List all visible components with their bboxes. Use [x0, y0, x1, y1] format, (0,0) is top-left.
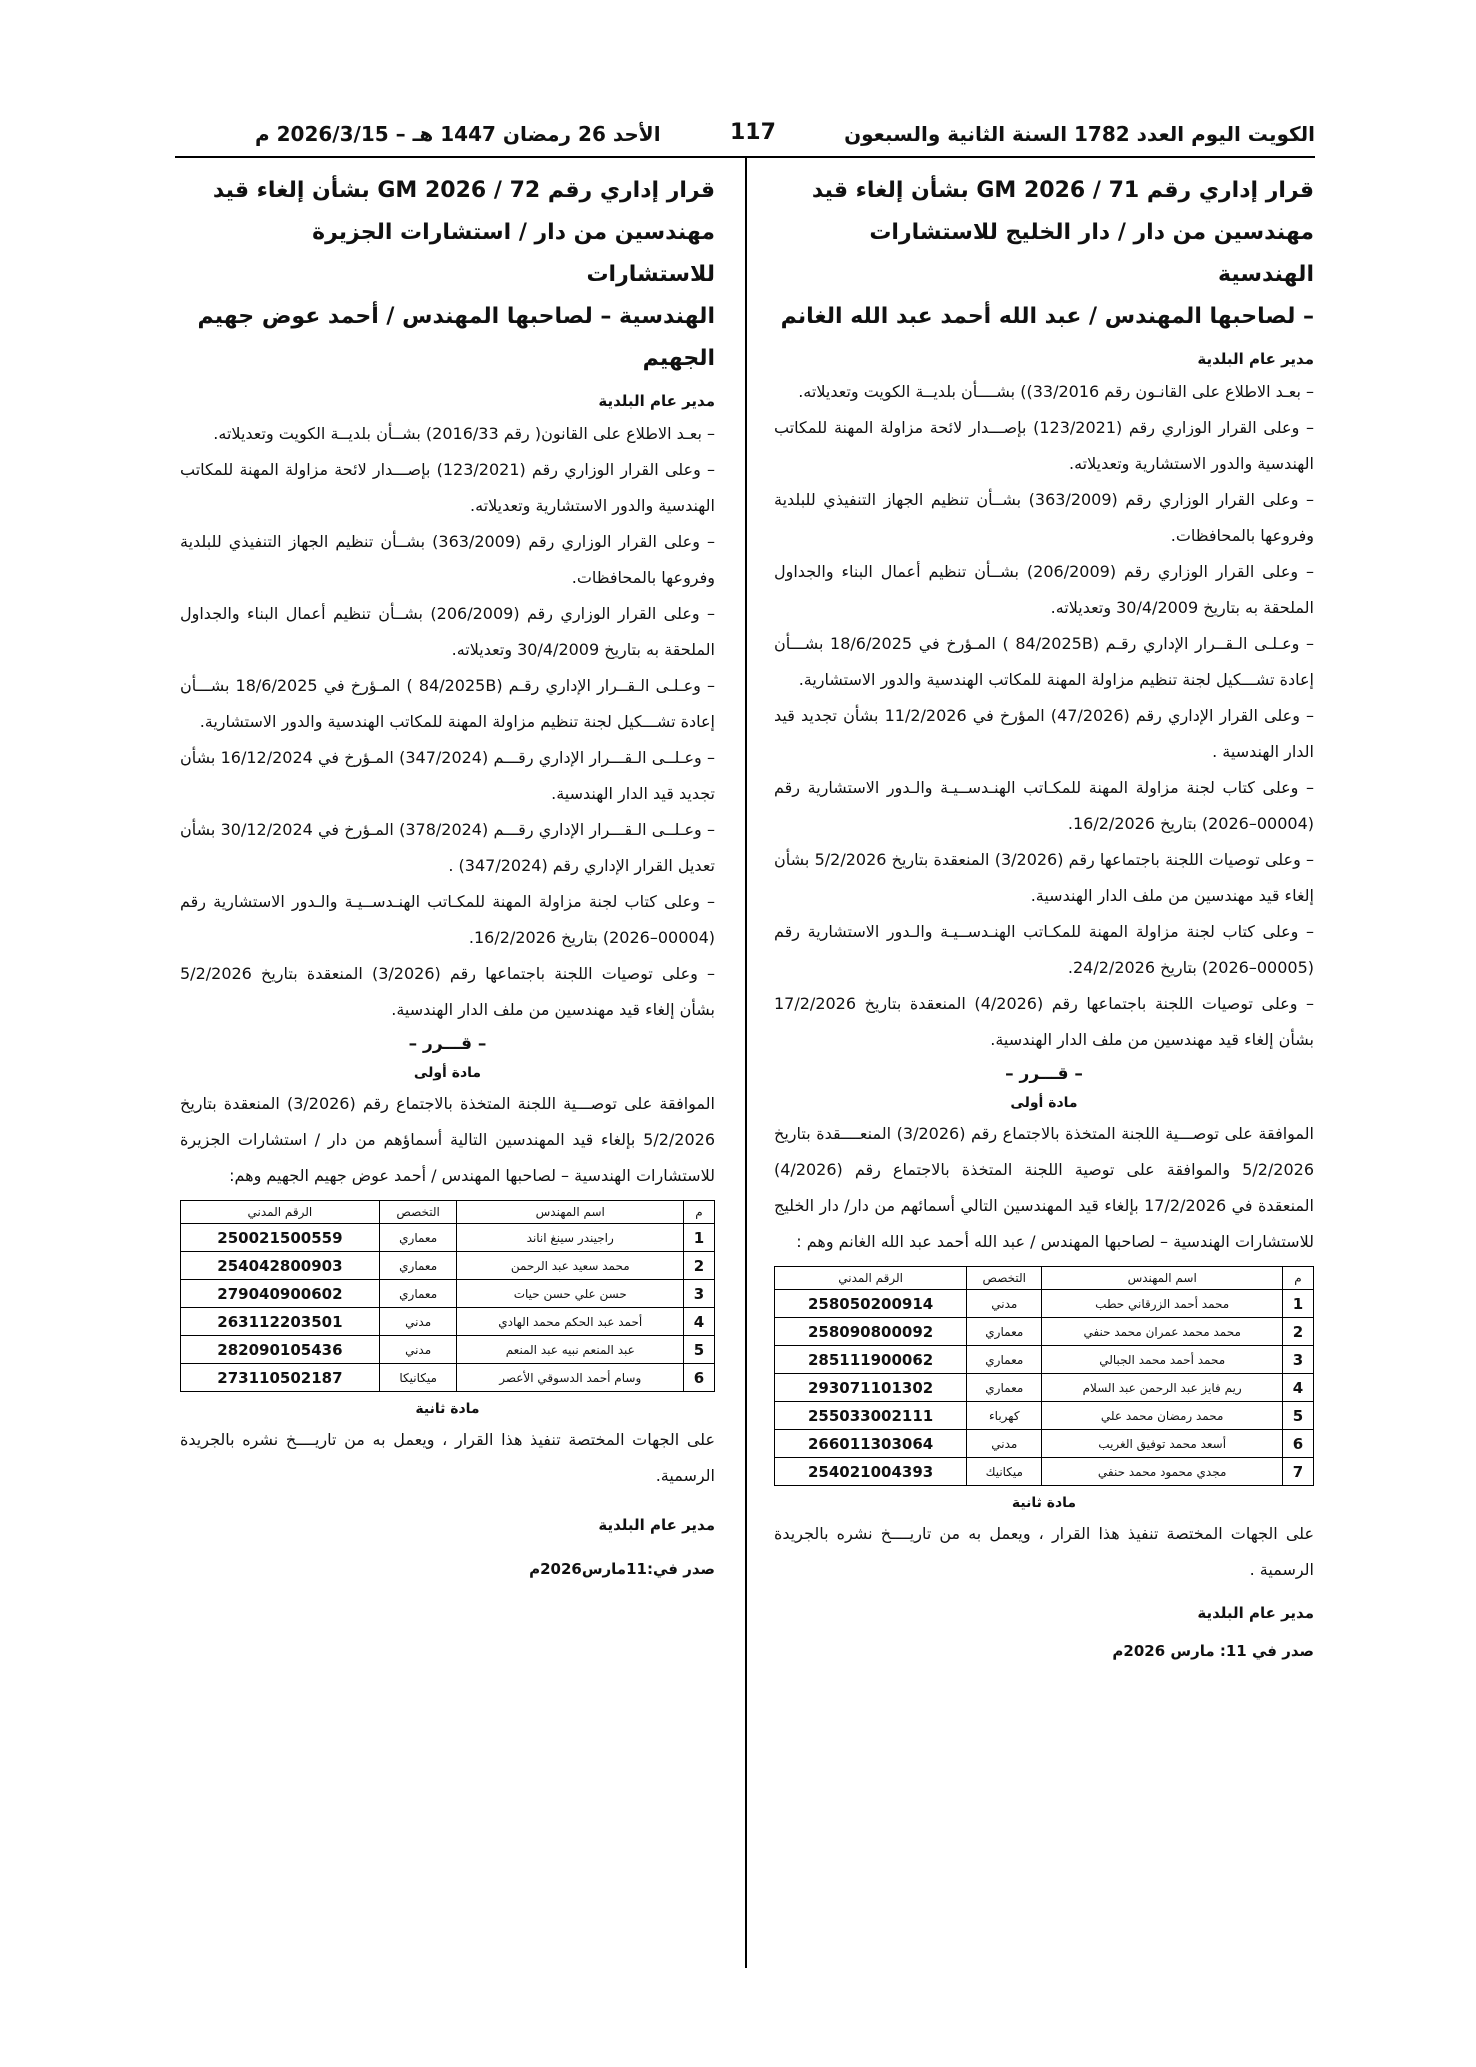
preamble-clause: – وعلى القرار الوزاري رقم (206/2009) بشــأن تنظيم أعمال البناء والجداول الملحقة به بتاريخ 30/4/2009 وتعديلاته. [180, 604, 716, 659]
preamble-clause: – وعـلــى الـقـــرار الإداري رقـــم (378/2024) المـؤرخ في 30/12/2024 بشأن تعديل القرار الإداري رقم (347/2024) . [180, 820, 716, 875]
article-1-title: مادة أولى [1010, 1095, 1078, 1111]
col-header: اسم المهندس [1042, 1267, 1283, 1290]
decides-heading: – قـــرر – [408, 1034, 487, 1054]
issue-date: الأحد 26 رمضان 1447 هـ – 2026/3/15 م [255, 122, 661, 146]
table-row [775, 1290, 1314, 1318]
row-number: 6 [684, 1364, 715, 1392]
title-line: قرار إداري رقم 72 / GM 2026 بشأن إلغاء قيد [212, 178, 715, 203]
engineer-name: محمد رمضان محمد علي [1042, 1402, 1283, 1430]
table-row [181, 1336, 715, 1364]
preamble-clause: – وعلى القرار الإداري رقم (47/2026) المؤرخ في 11/2/2026 بشأن تجديد قيد الدار الهندسية . [774, 706, 1315, 761]
civil-id: 250021500559 [181, 1224, 380, 1252]
title-line: الهندسية – لصاحبها المهندس / أحمد عوض جهيم الجهيم [197, 304, 715, 371]
row-number: 5 [1283, 1402, 1314, 1430]
decision-title [180, 170, 715, 380]
preamble-clause: – بعـد الاطلاع على القانون( رقم 2016/33) بشــأن بلديــة الكويت وتعديلاته. [213, 424, 715, 443]
civil-id: 273110502187 [181, 1364, 380, 1392]
table-row [181, 1224, 715, 1252]
col-header: م [1283, 1267, 1314, 1290]
article-1-text: الموافقة على توصـــية اللجنة المتخذة بالاجتماع رقم (3/2026) المنعــــقدة بتاريخ 5/2/2026 والموافقة على توصية اللجنة المتخذة بالاجتماع رقم (4/2026) المنعقدة في 17/2/2026 بإلغاء قيد المهندسين التالي أسمائهم من دار/ دار الخليج للاستشارات الهندسية – لصاحبها المهندس / عبد الله أحمد عبد الله الغانم وهم : [774, 1124, 1315, 1251]
row-number: 4 [1283, 1374, 1314, 1402]
column-divider [745, 158, 747, 1968]
specialty: مدني [967, 1430, 1042, 1458]
civil-id: 254021004393 [775, 1458, 967, 1486]
civil-id: 255033002111 [775, 1402, 967, 1430]
issuer: مدير عام البلدية [598, 392, 715, 410]
preamble-clause: – وعـلـى الـقــرار الإداري رقـم (84/2025B ) المـؤرخ في 18/6/2025 بشـــأن إعادة تشـــكيل لجنة تنظيم مزاولة المهنة للمكاتب الهندسية والدور الاستشارية. [180, 676, 715, 731]
engineer-name: محمد محمد عمران محمد حنفي [1042, 1318, 1283, 1346]
row-number: 3 [684, 1280, 715, 1308]
title-line: مهندسين من دار / دار الخليج للاستشارات الهندسية [869, 220, 1314, 287]
civil-id: 254042800903 [181, 1252, 380, 1280]
col-header: الرقم المدني [775, 1267, 967, 1290]
title-line: مهندسين من دار / استشارات الجزيرة للاستشارات [312, 220, 715, 287]
row-number: 4 [684, 1308, 715, 1336]
title-line: قرار إداري رقم 71 / GM 2026 بشأن إلغاء قيد [811, 178, 1314, 203]
row-number: 6 [1283, 1430, 1314, 1458]
issue-date-line: صدر في 11: مارس 2026م [1112, 1642, 1314, 1660]
preamble-clause: – وعلى القرار الوزاري رقم (123/2021) بإصـــدار لائحة مزاولة المهنة للمكاتب الهندسية والدور الاستشارية وتعديلاته. [180, 460, 715, 515]
col-header: م [684, 1201, 715, 1224]
preamble-clause: – وعلى القرار الوزاري رقم (123/2021) بإصـــدار لائحة مزاولة المهنة للمكاتب الهندسية والدور الاستشارية وتعديلاته. [774, 418, 1314, 473]
specialty: مدني [967, 1290, 1042, 1318]
page-number: 117 [730, 120, 776, 145]
preamble-clause: – وعـلــى الـقـــرار الإداري رقـــم (347/2024) المـؤرخ في 16/12/2024 بشأن تجديد قيد الدار الهندسية. [180, 748, 716, 803]
engineer-name: راجيندر سينغ اناند [457, 1224, 684, 1252]
row-number: 5 [684, 1336, 715, 1364]
engineers-table [180, 1200, 715, 1392]
gazette-issue: الكويت اليوم العدد 1782 السنة الثانية والسبعون [844, 122, 1315, 146]
preamble-clause: – وعـلـى الـقــرار الإداري رقـم (84/2025B ) المـؤرخ في 18/6/2025 بشـــأن إعادة تشـــكيل لجنة تنظيم مزاولة المهنة للمكاتب الهندسية والدور الاستشارية. [774, 634, 1314, 689]
table-row [775, 1346, 1314, 1374]
decision-71 [774, 170, 1314, 1666]
article-1-title: مادة أولى [413, 1065, 482, 1081]
engineer-name: عبد المنعم نبيه عبد المنعم [457, 1336, 684, 1364]
article-2-title: مادة ثانية [1011, 1495, 1077, 1511]
article-2-text: على الجهات المختصة تنفيذ هذا القرار ، ويعمل به من تاريــــخ نشره بالجريدة الرسمية . [774, 1524, 1314, 1579]
civil-id: 258090800092 [775, 1318, 967, 1346]
civil-id: 293071101302 [775, 1374, 967, 1402]
preamble-clause: – وعلى القرار الوزاري رقم (206/2009) بشــأن تنظيم أعمال البناء والجداول الملحقة به بتاريخ 30/4/2009 وتعديلاته. [774, 562, 1315, 617]
specialty: كهرباء [967, 1402, 1042, 1430]
civil-id: 258050200914 [775, 1290, 967, 1318]
table-row [775, 1458, 1314, 1486]
preamble-clause: – وعلى القرار الوزاري رقم (363/2009) بشــأن تنظيم الجهاز التنفيذي للبلدية وفروعها بالمحافظات. [774, 490, 1314, 545]
engineer-name: أسعد محمد توفيق الغريب [1042, 1430, 1283, 1458]
specialty: معماري [967, 1374, 1042, 1402]
engineer-name: ريم فايز عبد الرحمن عبد السلام [1042, 1374, 1283, 1402]
col-header: التخصص [379, 1201, 457, 1224]
row-number: 2 [1283, 1318, 1314, 1346]
decides-heading: – قـــرر – [1005, 1064, 1083, 1084]
engineer-name: وسام أحمد الدسوقي الأعصر [457, 1364, 684, 1392]
article-1-text: الموافقة على توصـــية اللجنة المتخذة بالاجتماع رقم (3/2026) المنعقدة بتاريخ 5/2/2026 بإلغاء قيد المهندسين التالية أسماؤهم من دار / استشارات الجزيرة للاستشارات الهندسية – لصاحبها المهندس / أحمد عوض جهيم الجهيم وهم: [180, 1094, 715, 1185]
decision-title [774, 170, 1314, 338]
page-header [175, 118, 1315, 152]
preamble-clause: – وعلى القرار الوزاري رقم (363/2009) بشــأن تنظيم الجهاز التنفيذي للبلدية وفروعها بالمحافظات. [180, 532, 715, 587]
table-row [775, 1430, 1314, 1458]
issue-date-line: صدر في:11مارس2026م [529, 1560, 715, 1578]
engineer-name: محمد أحمد محمد الجبالي [1042, 1346, 1283, 1374]
preamble-clause: – وعلى توصيات اللجنة باجتماعها رقم (3/2026) المنعقدة بتاريخ 5/2/2026 بشأن إلغاء قيد مهندسين من ملف الدار الهندسية. [180, 964, 716, 1019]
table-row [181, 1308, 715, 1336]
row-number: 1 [684, 1224, 715, 1252]
civil-id: 285111900062 [775, 1346, 967, 1374]
table-row [181, 1280, 715, 1308]
preamble-clause: – وعلى كتاب لجنة مزاولة المهنة للمكـاتب الهنـدســيـة والـدور الاستشارية رقم (00004–2026) بتاريخ 16/2/2026. [774, 778, 1314, 833]
col-header: اسم المهندس [457, 1201, 684, 1224]
specialty: معماري [379, 1252, 457, 1280]
specialty: ميكانيكا [379, 1364, 457, 1392]
civil-id: 282090105436 [181, 1336, 380, 1364]
article-2-title: مادة ثانية [415, 1401, 480, 1417]
specialty: معماري [967, 1346, 1042, 1374]
article-2-text: على الجهات المختصة تنفيذ هذا القرار ، ويعمل به من تاريــــخ نشره بالجريدة الرسمية. [180, 1430, 715, 1485]
preamble-clause: – بعـد الاطلاع على القانـون رقم 33/2016)) بشــــأن بلديــة الكويت وتعديلاته. [798, 382, 1314, 401]
col-header: التخصص [967, 1267, 1042, 1290]
specialty: ميكانيك [967, 1458, 1042, 1486]
specialty: مدني [379, 1308, 457, 1336]
engineer-name: أحمد عبد الحكم محمد الهادي [457, 1308, 684, 1336]
specialty: معماري [379, 1224, 457, 1252]
engineer-name: محمد سعيد عبد الرحمن [457, 1252, 684, 1280]
preamble-clause: – وعلى كتاب لجنة مزاولة المهنة للمكـاتب الهنـدســيـة والـدور الاستشارية رقم (00004–2026) بتاريخ 16/2/2026. [180, 892, 715, 947]
table-row [775, 1318, 1314, 1346]
row-number: 2 [684, 1252, 715, 1280]
engineer-name: حسن علي حسن حيات [457, 1280, 684, 1308]
specialty: مدني [379, 1336, 457, 1364]
engineer-name: محمد أحمد الزرقاني حطب [1042, 1290, 1283, 1318]
title-line: – لصاحبها المهندس / عبد الله أحمد عبد الله الغانم [780, 304, 1314, 329]
signature: مدير عام البلدية [1197, 1604, 1314, 1622]
preamble-clause: – وعلى كتاب لجنة مزاولة المهنة للمكـاتب الهنـدســيـة والـدور الاستشارية رقم (00005–2026) بتاريخ 24/2/2026. [774, 922, 1314, 977]
col-header: الرقم المدني [181, 1201, 380, 1224]
specialty: معماري [379, 1280, 457, 1308]
civil-id: 279040900602 [181, 1280, 380, 1308]
civil-id: 263112203501 [181, 1308, 380, 1336]
table-row [181, 1364, 715, 1392]
row-number: 1 [1283, 1290, 1314, 1318]
preamble-clause: – وعلى توصيات اللجنة باجتماعها رقم (3/2026) المنعقدة بتاريخ 5/2/2026 بشأن إلغاء قيد مهندسين من ملف الدار الهندسية. [774, 850, 1315, 905]
table-row [775, 1374, 1314, 1402]
engineer-name: مجدي محمود محمد حنفي [1042, 1458, 1283, 1486]
table-row [181, 1252, 715, 1280]
issuer: مدير عام البلدية [1197, 350, 1314, 368]
table-header-row [181, 1201, 715, 1224]
row-number: 7 [1283, 1458, 1314, 1486]
engineers-table [774, 1266, 1314, 1486]
specialty: معماري [967, 1318, 1042, 1346]
signature: مدير عام البلدية [598, 1516, 715, 1534]
row-number: 3 [1283, 1346, 1314, 1374]
table-row [775, 1402, 1314, 1430]
civil-id: 266011303064 [775, 1430, 967, 1458]
preamble-clause: – وعلى توصيات اللجنة باجتماعها رقم (4/2026) المنعقدة بتاريخ 17/2/2026 بشأن إلغاء قيد مهندسين من ملف الدار الهندسية. [774, 994, 1315, 1049]
table-header-row [775, 1267, 1314, 1290]
decision-72 [180, 170, 715, 1584]
